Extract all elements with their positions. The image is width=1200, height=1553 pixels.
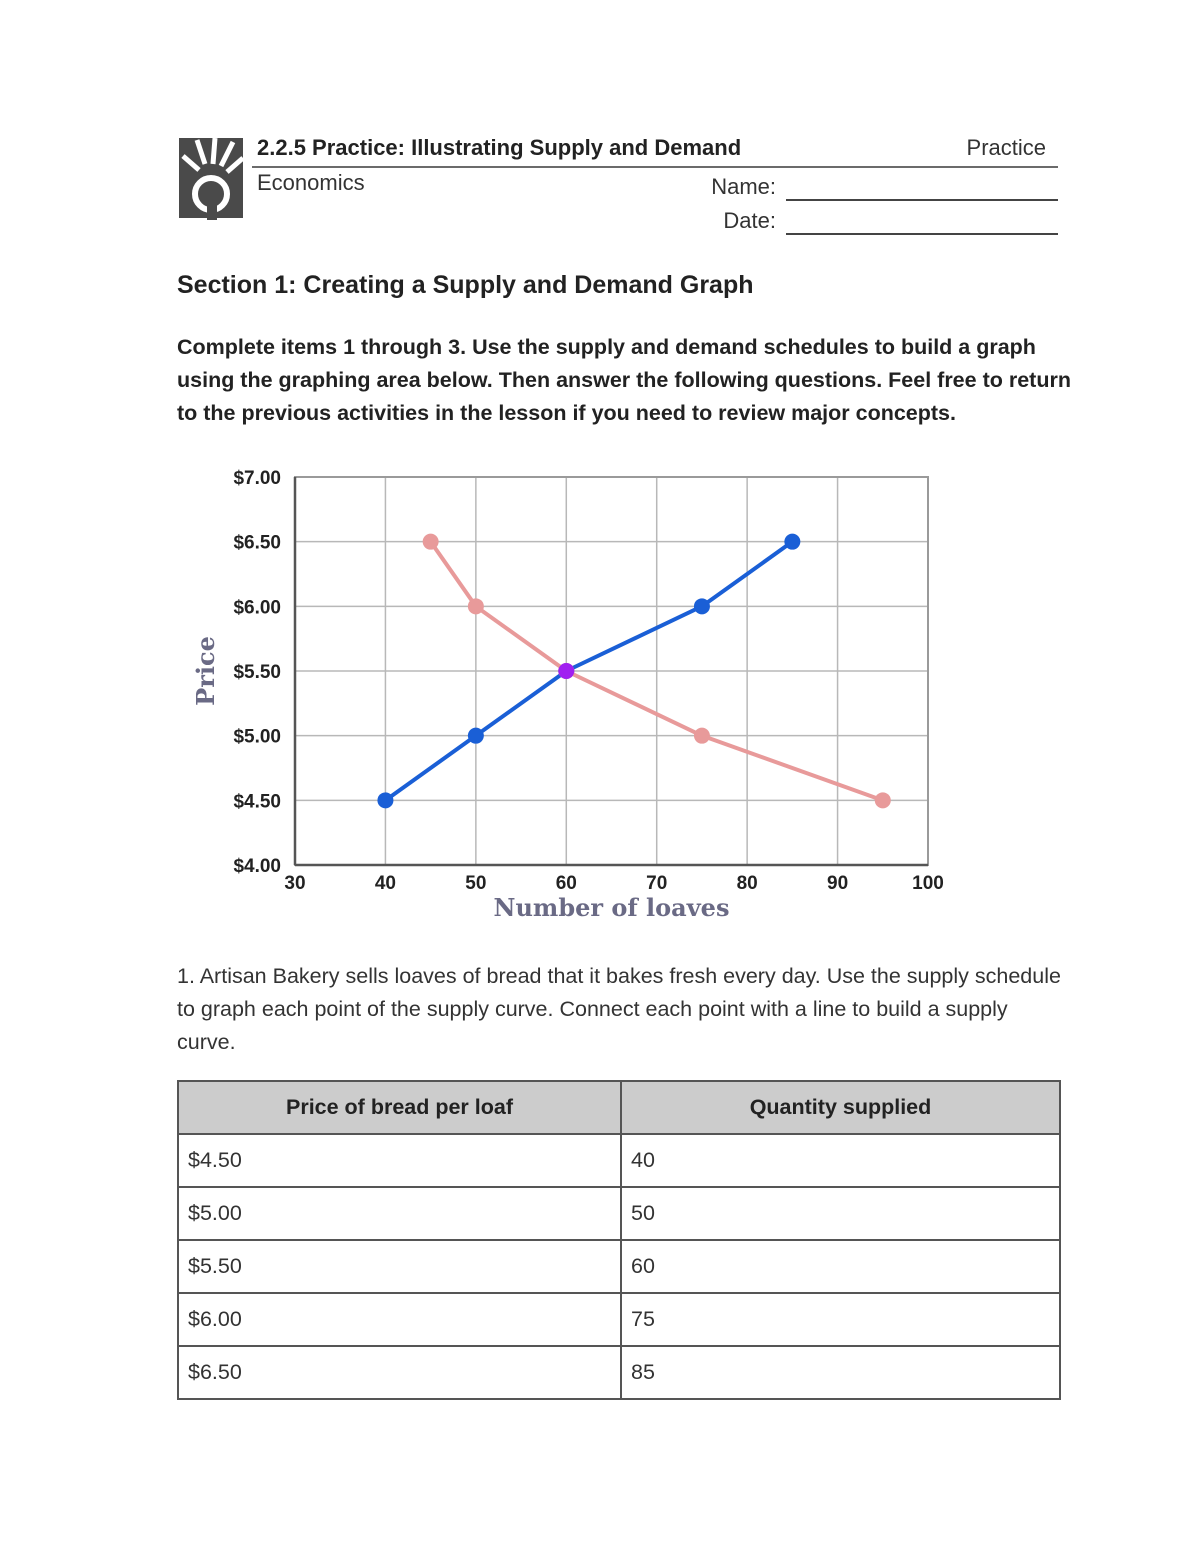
x-tick-label: 90	[827, 873, 849, 894]
x-tick-label: 70	[646, 873, 668, 894]
name-label: Name:	[711, 174, 776, 199]
supply-schedule-table	[177, 1080, 1061, 1400]
table-row	[178, 1187, 1060, 1240]
question-1: 1. Artisan Bakery sells loaves of bread that it bakes fresh every day. Use the supply schedule to graph each point of the supply curve. Connect each point with a line to build a supply curve.	[177, 964, 1061, 1054]
y-tick-label: $5.50	[233, 662, 281, 683]
table-header-row	[178, 1081, 1060, 1134]
column-header-quantity: Quantity supplied	[621, 1081, 1060, 1134]
name-field[interactable]	[786, 199, 1058, 201]
price-cell: $4.50	[178, 1134, 621, 1187]
supply-point	[694, 598, 710, 614]
quantity-cell: 40	[621, 1134, 1060, 1187]
demand-point	[694, 728, 710, 744]
worksheet-type-label: Practice	[966, 135, 1046, 160]
table-row	[178, 1134, 1060, 1187]
price-cell: $5.00	[178, 1187, 621, 1240]
date-label: Date:	[723, 208, 776, 233]
quantity-cell: 60	[621, 1240, 1060, 1293]
y-axis-title: Price	[191, 636, 220, 706]
column-header-price: Price of bread per loaf	[178, 1081, 621, 1134]
logo-icon	[177, 136, 245, 220]
x-tick-label: 80	[736, 873, 758, 894]
y-tick-label: $4.00	[233, 856, 281, 877]
x-tick-label: 40	[374, 873, 396, 894]
subject-label: Economics	[257, 170, 365, 195]
demand-point	[875, 792, 891, 808]
instructions: Complete items 1 through 3. Use the supply and demand schedules to build a graph using the graphing area below. Then answer the following questions. Feel free to return to the previous activities in the lesson if you need to review major concepts.	[177, 335, 1071, 425]
y-tick-label: $5.00	[233, 726, 281, 748]
price-cell: $5.50	[178, 1240, 621, 1293]
x-tick-label: 30	[284, 873, 306, 894]
section-title: Section 1: Creating a Supply and Demand Graph	[177, 271, 754, 299]
x-tick-label: 50	[465, 873, 487, 894]
demand-point	[423, 534, 439, 550]
x-axis-title: Number of loaves	[493, 893, 730, 922]
worksheet-title: 2.2.5 Practice: Illustrating Supply and Demand	[257, 135, 742, 160]
table-row	[178, 1293, 1060, 1346]
quantity-cell: 75	[621, 1293, 1060, 1346]
x-tick-label: 100	[912, 873, 944, 894]
x-tick-label: 60	[555, 873, 577, 894]
date-field[interactable]	[786, 233, 1058, 235]
header-divider	[252, 166, 1058, 168]
supply-point	[377, 792, 393, 808]
y-tick-label: $6.50	[233, 532, 281, 554]
supply-point	[784, 534, 800, 550]
y-tick-label: $7.00	[233, 468, 281, 489]
y-tick-label: $6.00	[233, 597, 281, 619]
y-tick-label: $4.50	[233, 791, 281, 813]
quantity-cell: 85	[621, 1346, 1060, 1399]
quantity-cell: 50	[621, 1187, 1060, 1240]
equilibrium-point	[558, 663, 574, 679]
price-cell: $6.50	[178, 1346, 621, 1399]
table-row	[178, 1240, 1060, 1293]
supply-point	[468, 728, 484, 744]
table-row	[178, 1346, 1060, 1399]
price-cell: $6.00	[178, 1293, 621, 1346]
supply-demand-chart	[180, 455, 960, 925]
demand-point	[468, 598, 484, 614]
